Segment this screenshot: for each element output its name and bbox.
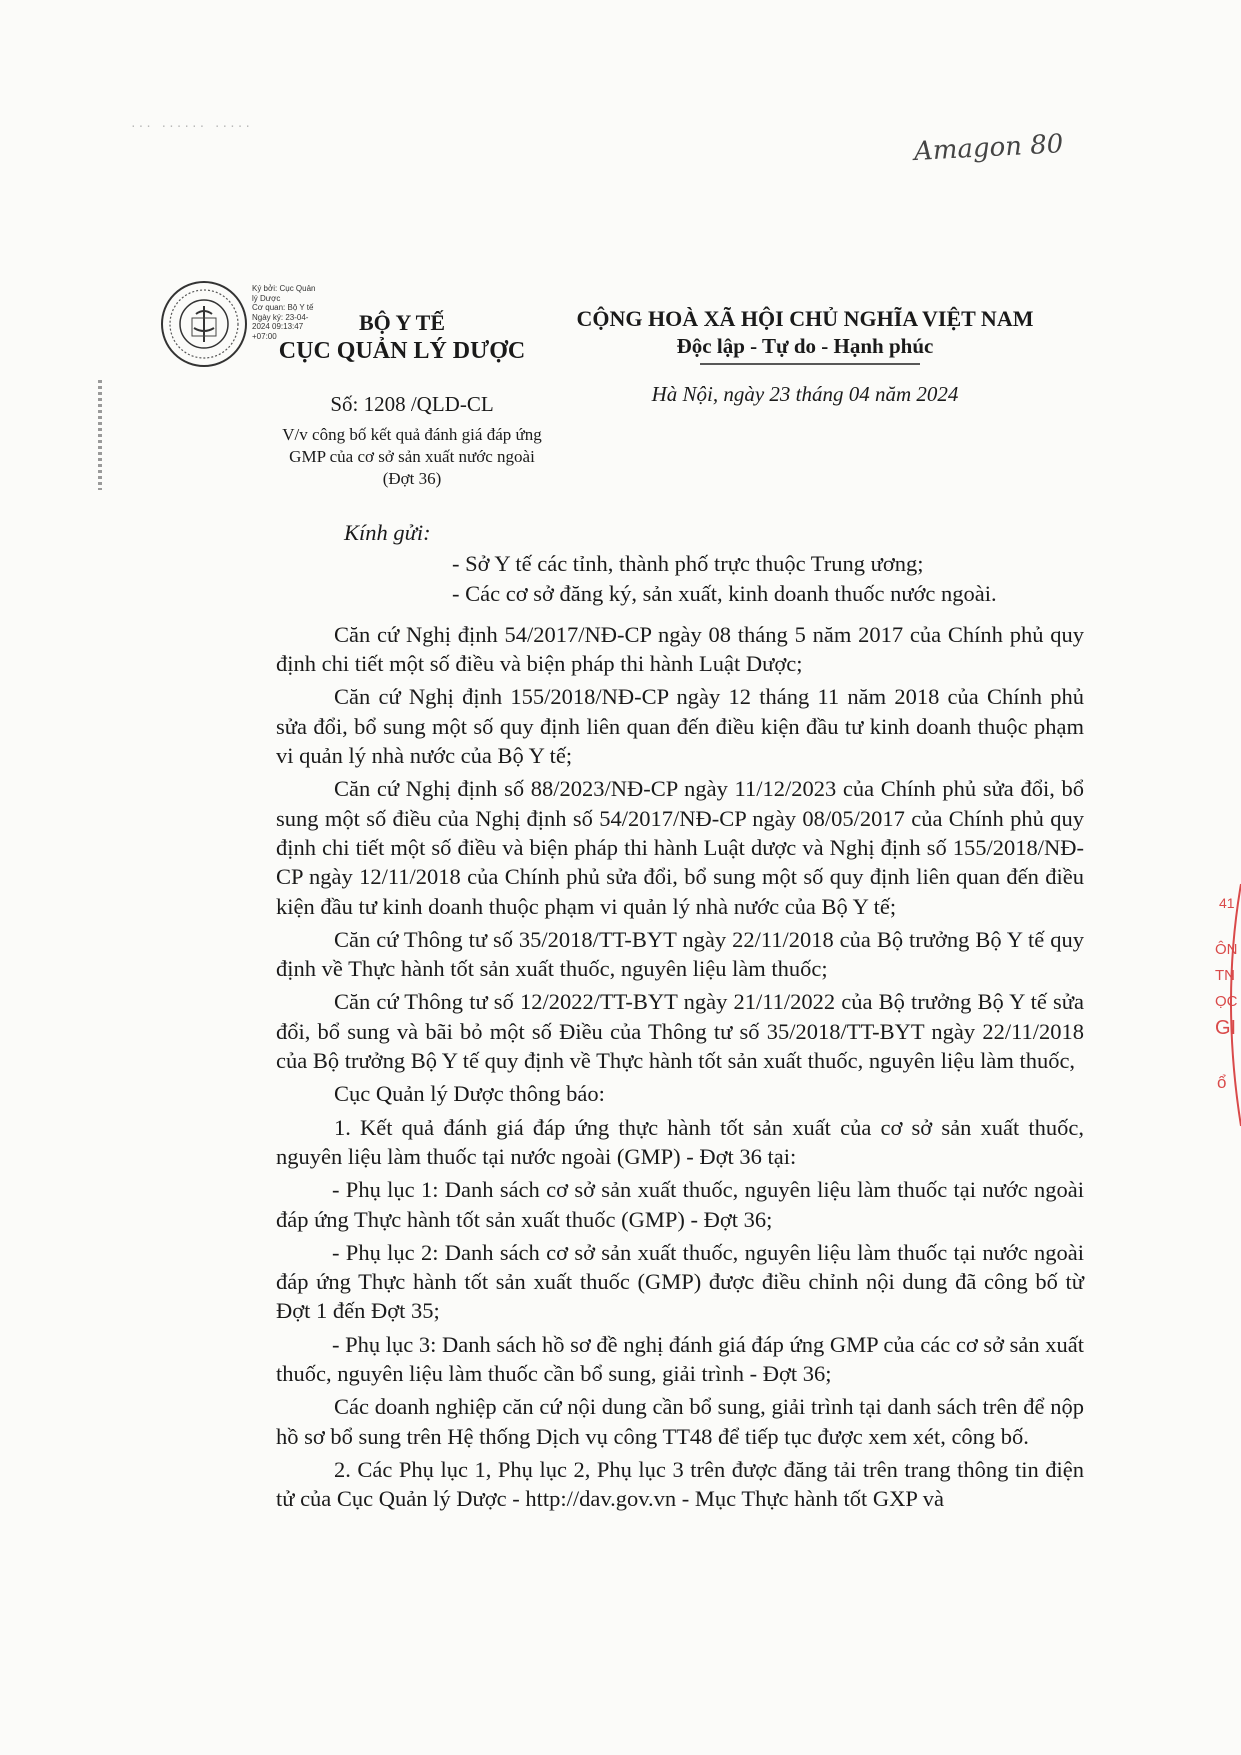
national-motto: Độc lập - Tự do - Hạnh phúc	[676, 334, 934, 358]
announcement-intro: Cục Quản lý Dược thông báo:	[334, 1081, 605, 1107]
svg-text:Amagon 80: Amagon 80	[913, 129, 1065, 167]
announcement-item: 2. Các Phụ lục 1, Phụ lục 2, Phụ lục 3 trên được đăng tải trên trang thông tin điện tử của Cục Quản lý Dược - http://dav.gov.vn - Mục Thực hành tốt GXP và	[276, 1456, 1084, 1512]
digital-signature-info: Ký bởi: Cục Quản lý Dược Cơ quan: Bộ Y tế Ngày ký: 23-04- 2024 09:13:47 +07:00	[252, 284, 316, 341]
legal-basis-paragraph: Căn cứ Thông tư số 35/2018/TT-BYT ngày 22/11/2018 của Bộ trưởng Bộ Y tế quy định về Thực hành tốt sản xuất thuốc, nguyên liệu làm thuốc;	[276, 926, 1084, 982]
scan-margin-marks	[98, 380, 102, 490]
document-number: Số: 1208 /QLD-CL	[330, 392, 494, 416]
stamp-text: TN	[1215, 967, 1235, 984]
instruction-paragraph: Các doanh nghiệp căn cứ nội dung cần bổ sung, giải trình tại danh sách trên để nộp hồ sơ bổ sung trên Hệ thống Dịch vụ công TT48 để tiếp tục được xem xét, công bố.	[276, 1394, 1084, 1449]
legal-basis-paragraph: Căn cứ Nghị định số 88/2023/NĐ-CP ngày 11/12/2023 của Chính phủ sửa đổi, bổ sung một số điều của Nghị định số 54/2017/NĐ-CP ngày 08/05/2017 của Chính phủ quy định chi tiết một số điều và biện pháp thi hành Luật dược và Nghị định số 155/2018/NĐ-CP ngày 12/11/2018 của Chính phủ sửa đổi, bổ sung một số quy định liên quan đến điều kiện đầu tư kinh doanh thuộc phạm vi quản lý nhà nước của Bộ Y tế;	[276, 776, 1084, 919]
appendix-item: - Phụ lục 3: Danh sách hồ sơ đề nghị đánh giá đáp ứng GMP của các cơ sở sản xuất thuốc, nguyên liệu làm thuốc cần bổ sung, giải trình - Đợt 36;	[276, 1331, 1084, 1387]
recipients-label: Kính gửi:	[344, 520, 431, 545]
legal-basis-paragraph: Căn cứ Nghị định 155/2018/NĐ-CP ngày 12 tháng 11 năm 2018 của Chính phủ sửa đổi, bổ sung một số quy định liên quan đến điều kiện đầu tư kinh doanh thuộc phạm vi quản lý nhà nước của Bộ Y tế;	[276, 684, 1084, 769]
stamp-text: GI	[1215, 1017, 1237, 1039]
date-line: Hà Nội, ngày 23 tháng 04 năm 2024	[651, 382, 959, 406]
stamp-text: ÔN	[1215, 941, 1238, 958]
legal-basis-paragraph: Căn cứ Nghị định 54/2017/NĐ-CP ngày 08 tháng 5 năm 2017 của Chính phủ quy định chi tiết một số điều và biện pháp thi hành Luật Dược;	[276, 621, 1084, 677]
appendix-item: - Phụ lục 1: Danh sách cơ sở sản xuất thuốc, nguyên liệu làm thuốc tại nước ngoài đáp ứng Thực hành tốt sản xuất thuốc (GMP) - Đợt 36;	[276, 1177, 1084, 1232]
motto-underline	[700, 362, 920, 366]
document-body	[276, 518, 1084, 1514]
recipient-item: - Sở Y tế các tỉnh, thành phố trực thuộc Trung ương;	[452, 551, 924, 577]
stamp-text: ỌC	[1215, 993, 1238, 1010]
ministry-name: BỘ Y TẾ	[359, 310, 445, 335]
national-title: CỘNG HOÀ XÃ HỘI CHỦ NGHĨA VIỆT NAM	[576, 306, 1034, 331]
red-stamp-fragment	[1211, 880, 1241, 1130]
appendix-item: - Phụ lục 2: Danh sách cơ sở sản xuất thuốc, nguyên liệu làm thuốc tại nước ngoài đáp ứng Thực hành tốt sản xuất thuốc (GMP) được điều chỉnh nội dung đã công bố từ Đợt 1 đến Đợt 35;	[276, 1239, 1084, 1324]
handwritten-note	[910, 122, 1070, 174]
legal-basis-paragraph: Căn cứ Thông tư số 12/2022/TT-BYT ngày 21/11/2022 của Bộ trưởng Bộ Y tế sửa đổi, bổ sung và bãi bỏ một số Điều của Thông tư số 35/2018/TT-BYT ngày 22/11/2018 của Bộ trưởng Bộ Y tế quy định về Thực hành tốt sản xuất thuốc, nguyên liệu làm thuốc,	[276, 989, 1084, 1074]
stamp-text: 41	[1219, 895, 1235, 911]
recipient-item: - Các cơ sở đăng ký, sản xuất, kinh doanh thuốc nước ngoài.	[452, 580, 997, 606]
document-subject: V/v công bố kết quả đánh giá đáp ứng GMP của cơ sở sản xuất nước ngoài (Đợt 36)	[282, 425, 542, 488]
department-name: CỤC QUẢN LÝ DƯỢC	[278, 338, 526, 364]
ministry-seal-icon	[158, 278, 250, 370]
stamp-text: ổ	[1217, 1073, 1227, 1092]
announcement-item: 1. Kết quả đánh giá đáp ứng thực hành tốt sản xuất của cơ sở sản xuất thuốc, nguyên liệu làm thuốc tại nước ngoài (GMP) - Đợt 36 tại:	[276, 1114, 1084, 1169]
scan-artifact: ··· ······ ·····	[130, 120, 252, 133]
